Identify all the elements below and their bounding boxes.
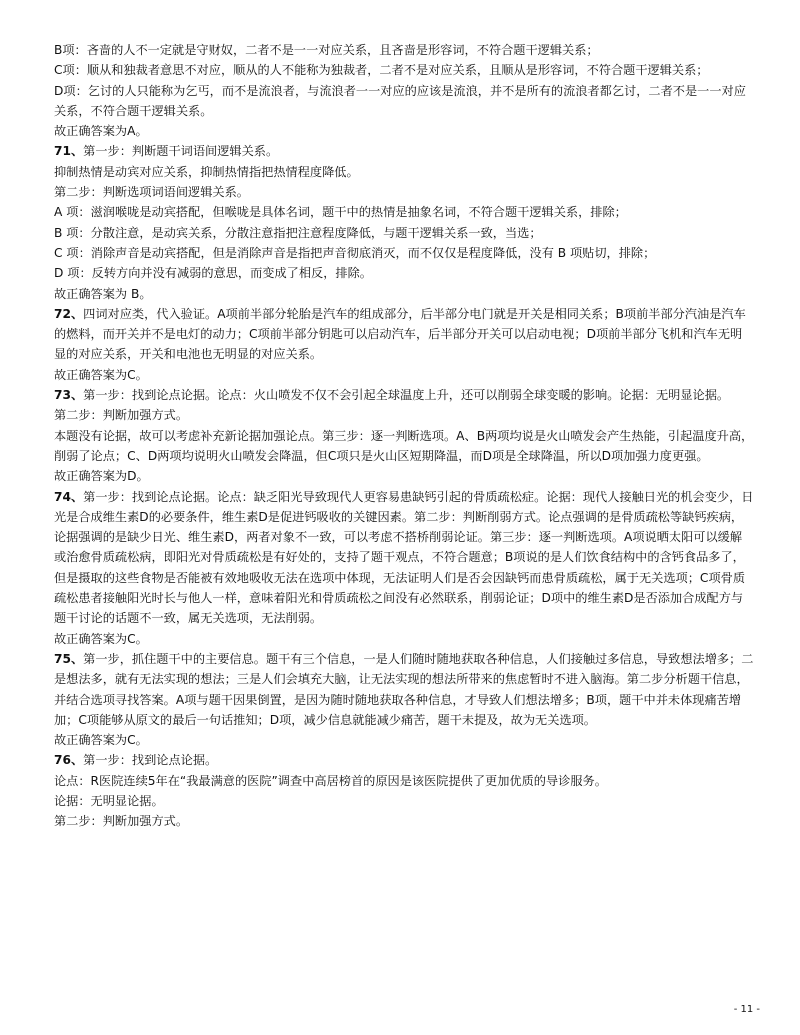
- paragraph-b-option: B项：吝啬的人不一定就是守财奴，二者不是一一对应关系，且吝啬是形容词，不符合题干逻辑关系；: [54, 43, 599, 57]
- question-71-step2: 第二步：判断选项词语间逻辑关系。: [54, 185, 249, 200]
- question-72: 72、四词对应类，代入验证。A项前半部分轮胎是汽车的组成部分，后半部分电门就是开关是相同关系；B项前半部分汽油是汽车的燃料，而开关并不是电灯的动力；C项前半部分钥匙可以启动汽车，后半部分开关可以启动电视；D项前半部分飞机和汽车无明显的对应关系，开关和电池也无明显的对应关系。: [54, 306, 746, 362]
- answer-75: 故正确答案为C。: [54, 733, 148, 748]
- answer-74: 故正确答案为C。: [54, 631, 148, 646]
- question-76-step2: 第二步：判断加强方式。: [54, 814, 189, 829]
- question-73-step2: 第二步：判断加强方式。: [54, 408, 189, 423]
- answer-73: 故正确答案为D。: [54, 469, 149, 484]
- question-76-argument: 论点：R医院连续5年在“我最满意的医院”调查中高居榜首的原因是该医院提供了更加优质的导诊服务。: [54, 773, 607, 788]
- answer-70: 故正确答案为A。: [54, 124, 148, 139]
- question-71-option-a: A 项：滋润喉咙是动宾搭配，但喉咙是具体名词，题干中的热情是抽象名词，不符合题干逻辑关系，排除；: [54, 205, 627, 220]
- question-71-option-c: C 项：消除声音是动宾搭配，但是消除声音是指把声音彻底消灭，而不仅仅是程度降低，没有 B 项贴切，排除；: [54, 245, 656, 260]
- question-76-step1: 76、第一步：找到论点论据。: [54, 753, 218, 768]
- answer-explanations: [54, 40, 754, 832]
- question-73-step1: 73、第一步：找到论点论据。论点：火山喷发不仅不会引起全球温度上升，还可以削弱全球变暖的影响。论据：无明显论据。: [54, 388, 730, 403]
- question-71-relation: 抑制热情是动宾对应关系，抑制热情指把热情程度降低。: [54, 164, 359, 179]
- paragraph-c-option: C项：顺从和独裁者意思不对应，顺从的人不能称为独裁者，二者不是对应关系，且顺从是形容词，不符合题干逻辑关系；: [54, 63, 709, 78]
- page-number: - 11 -: [733, 1004, 760, 1015]
- question-75: 75、第一步，抓住题干中的主要信息。题干有三个信息，一是人们随时随地获取各种信息，人们接触过多信息，导致想法增多；二是想法多，就有无法实现的想法；三是人们会填充大脑，让无法实现的想法所带来的焦虑暂时不进入脑海。第二步分析题干信息，并结合选项寻找答案。A项与题干因果倒置，是因为随时随地获取各种信息，才导致人们想法增多；B项，题干中并未体现痛苦增加；C项能够从原文的最后一句话推知；D项，减少信息就能减少痛苦，题干未提及，故为无关选项。: [54, 651, 754, 727]
- question-71-step1: 71、第一步：判断题干词语间逻辑关系。: [54, 144, 279, 159]
- question-74: 74、第一步：找到论点论据。论点：缺乏阳光导致现代人更容易患缺钙引起的骨质疏松症。论据：现代人接触日光的机会变少，日光是合成维生素D的必要条件，维生素D是促进钙吸收的关键因素。第二步：判断削弱方式。论点强调的是骨质疏松等缺钙疾病，论据强调的是缺少日光、维生素D，两者对象不一致，可以考虑不搭桥削弱论证。第三步：逐一判断选项。A项说晒太阳可以缓解或治愈骨质疏松病，即阳光对骨质疏松是有好处的，支持了题干观点，不符合题意；B项说的是人们饮食结构中的含钙食品多了，但是摄取的这些食物是否能被有效地吸收无法在选项中体现，无法证明人们是否会因缺钙而患骨质疏松，属于无关选项；C项骨质疏松患者接触阳光时长与他人一样，意味着阳光和骨质疏松之间没有必然联系，削弱论证；D项中的维生素D是否添加合成配方与题干讨论的话题不一致，属无关选项，无法削弱。: [54, 489, 754, 626]
- question-71-option-b: B 项：分散注意，是动宾关系，分散注意指把注意程度降低，与题干逻辑关系一致，当选；: [54, 225, 542, 240]
- question-73-analysis: 本题没有论据，故可以考虑补充新论据加强论点。第三步：逐一判断选项。A、B两项均说是火山喷发会产生热能，引起温度升高，削弱了论点；C、D两项均说明火山喷发会降温，但C项只是火山区短期降温，而D项是全球降温，所以D项加强力度更强。: [54, 428, 754, 463]
- answer-71: 故正确答案为 B。: [54, 286, 152, 301]
- question-76-evidence: 论据：无明显论据。: [54, 793, 164, 808]
- paragraph-d-option: D项：乞讨的人只能称为乞丐，而不是流浪者，与流浪者一一对应的应该是流浪，并不是所有的流浪者都乞讨，二者不是一一对应关系，不符合题干逻辑关系。: [54, 83, 746, 118]
- answer-72: 故正确答案为C。: [54, 367, 148, 382]
- question-71-option-d: D 项：反转方向并没有减弱的意思，而变成了相反，排除。: [54, 266, 372, 281]
